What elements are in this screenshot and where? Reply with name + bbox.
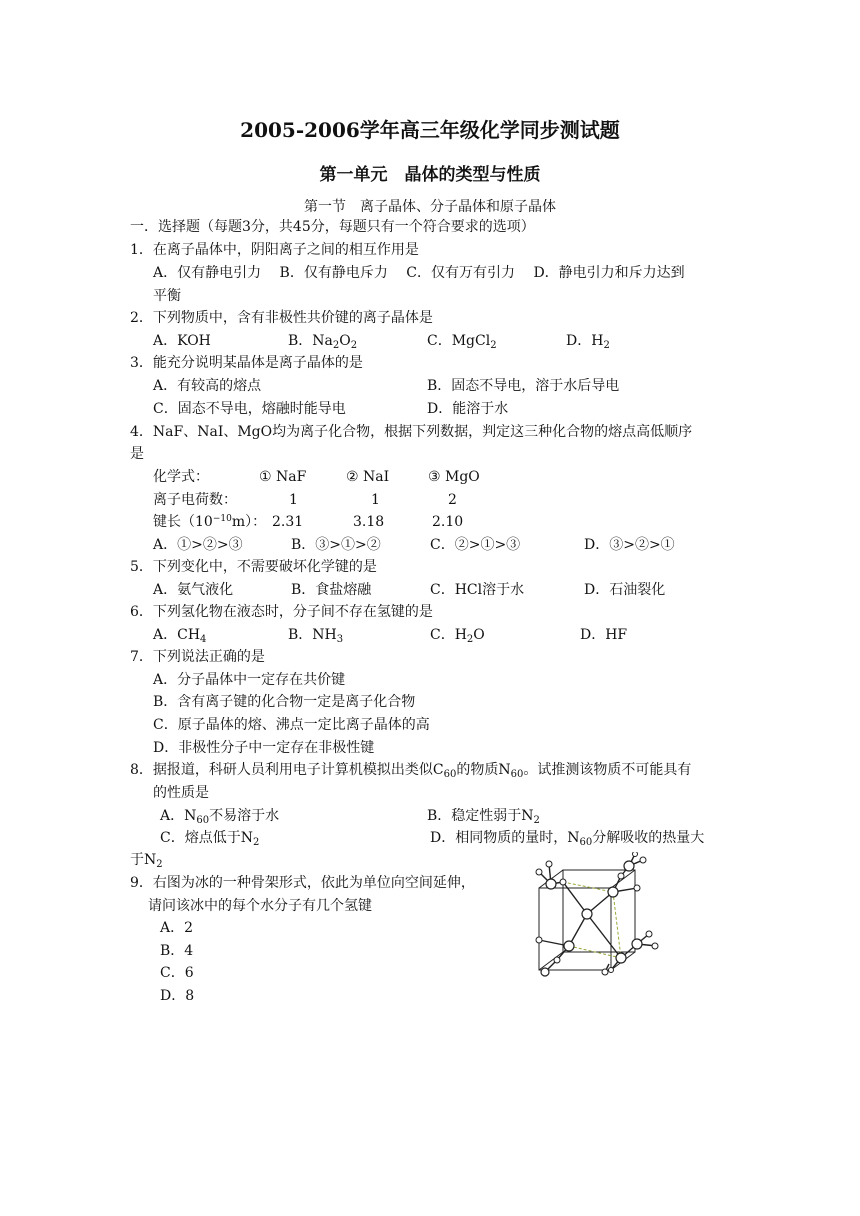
q3-option-b: B．固态不导电，溶于水后导电 — [427, 378, 620, 394]
q4-compound-1: ① NaF — [259, 469, 307, 485]
q5-stem: 5．下列变化中，不需要破坏化学键的是 — [130, 559, 377, 575]
q9-option-a: A．2 — [160, 920, 194, 936]
q8-stem-cont: 的性质是 — [153, 785, 209, 801]
q4-length-1: 2.31 — [272, 514, 304, 530]
q5-option-a: A．氨气液化 — [153, 582, 234, 598]
q4-compound-2: ② NaI — [346, 469, 390, 485]
q7-option-c: C．原子晶体的熔、沸点一定比离子晶体的高 — [153, 717, 430, 733]
q4-charge-1: 1 — [289, 492, 298, 508]
q9-option-b: B．4 — [160, 943, 194, 959]
q8-option-c: C．熔点低于$N_2$ — [160, 830, 260, 848]
q6-option-c: C．$H_2O$ — [430, 627, 485, 645]
q5-option-c: C．HCl溶于水 — [430, 582, 525, 598]
q7-option-a: A．分子晶体中一定存在共价键 — [153, 672, 346, 688]
ice-structure-figure — [525, 852, 660, 977]
q7-stem: 7．下列说法正确的是 — [130, 649, 265, 665]
ice-bonds — [539, 854, 657, 972]
q4-stem-cont: 是 — [130, 446, 144, 462]
q8-option-b: B．稳定性弱于$N_2$ — [427, 808, 540, 826]
q9-option-d: D．8 — [160, 988, 195, 1004]
q1-options-cont: 平衡 — [153, 288, 181, 304]
q6-option-a: A．$CH_4$ — [153, 627, 207, 645]
q3-stem: 3．能充分说明某晶体是离子晶体的是 — [130, 355, 363, 371]
q4-row1-label: 化学式： — [153, 469, 209, 485]
section-title: 第一节 离子晶体、分子晶体和原子晶体 — [304, 199, 556, 215]
q4-stem: 4．NaF、NaI、MgO均为离子化合物，根据下列数据，判定这三种化合物的熔点高低顺序 — [130, 424, 693, 440]
q9-stem: 9．右图为冰的一种骨架形式，依此为单位向空间延伸， — [130, 875, 475, 891]
q6-option-b: B．$NH_3$ — [288, 627, 344, 645]
q1-options: A．仅有静电引力 B．仅有静电斥力 C．仅有万有引力 D．静电引力和斥力达到 — [153, 265, 685, 281]
q5-option-b: B．食盐熔融 — [291, 582, 372, 598]
q8-option-d: D．相同物质的量时，$N_{60}$分解吸收的热量大 — [430, 830, 705, 848]
q4-length-2: 3.18 — [353, 514, 385, 530]
q4-length-3: 2.10 — [432, 514, 464, 530]
q7-option-d: D．非极性分子中一定存在非极性键 — [153, 740, 375, 756]
q4-row2-label: 离子电荷数： — [153, 492, 237, 508]
q7-option-b: B．含有离子键的化合物一定是离子化合物 — [153, 694, 416, 710]
q9-option-c: C．6 — [160, 965, 194, 981]
unit-title: 第一单元 晶体的类型与性质 — [319, 165, 541, 185]
q1-stem: 1．在离子晶体中，阴阳离子之间的相互作用是 — [130, 242, 419, 258]
q4-compound-3: ③ MgO — [428, 469, 480, 485]
q3-option-a: A．有较高的熔点 — [153, 378, 262, 394]
q4-charge-3: 2 — [448, 492, 457, 508]
q2-option-a: A．KOH — [153, 333, 211, 349]
q3-option-d: D．能溶于水 — [427, 401, 509, 417]
q2-stem: 2．下列物质中，含有非极性共价键的离子晶体是 — [130, 310, 433, 326]
q5-option-d: D．石油裂化 — [584, 582, 666, 598]
q4-option-c: C．②>①>③ — [430, 537, 521, 553]
q4-option-d: D．③>②>① — [584, 537, 675, 553]
q9-stem-cont: 请问该冰中的每个水分子有几个氢键 — [148, 898, 372, 914]
q2-option-b: B．$Na_2O_2$ — [288, 333, 358, 351]
q2-option-c: C．MgCl$_2$ — [427, 333, 497, 351]
q8-stem: 8．据报道，科研人员利用电子计算机模拟出类似$C_{60}$的物质$N_{60}$。试推测该物质不可能具有 — [130, 762, 692, 780]
q6-option-d: D．HF — [580, 627, 628, 643]
q6-stem: 6．下列氢化物在液态时，分子间不存在氢键的是 — [130, 604, 433, 620]
q2-option-d: D．$H_2$ — [566, 333, 610, 351]
part-heading: 一．选择题（每题3分，共45分，每题只有一个符合要求的选项） — [130, 219, 535, 235]
q4-row3-label: 键长$(10^{-10}m)$： — [153, 514, 267, 530]
q8-option-d-wrap: 于$N_2$ — [130, 852, 163, 870]
q4-option-a: A．①>②>③ — [153, 537, 243, 553]
q3-option-c: C．固态不导电，熔融时能导电 — [153, 401, 346, 417]
q8-option-a: A．$N_{60}$不易溶于水 — [160, 808, 280, 826]
doc-title: 2005-2006学年高三年级化学同步测试题 — [240, 118, 620, 142]
q4-option-b: B．③>①>② — [291, 537, 381, 553]
q4-charge-2: 1 — [371, 492, 380, 508]
